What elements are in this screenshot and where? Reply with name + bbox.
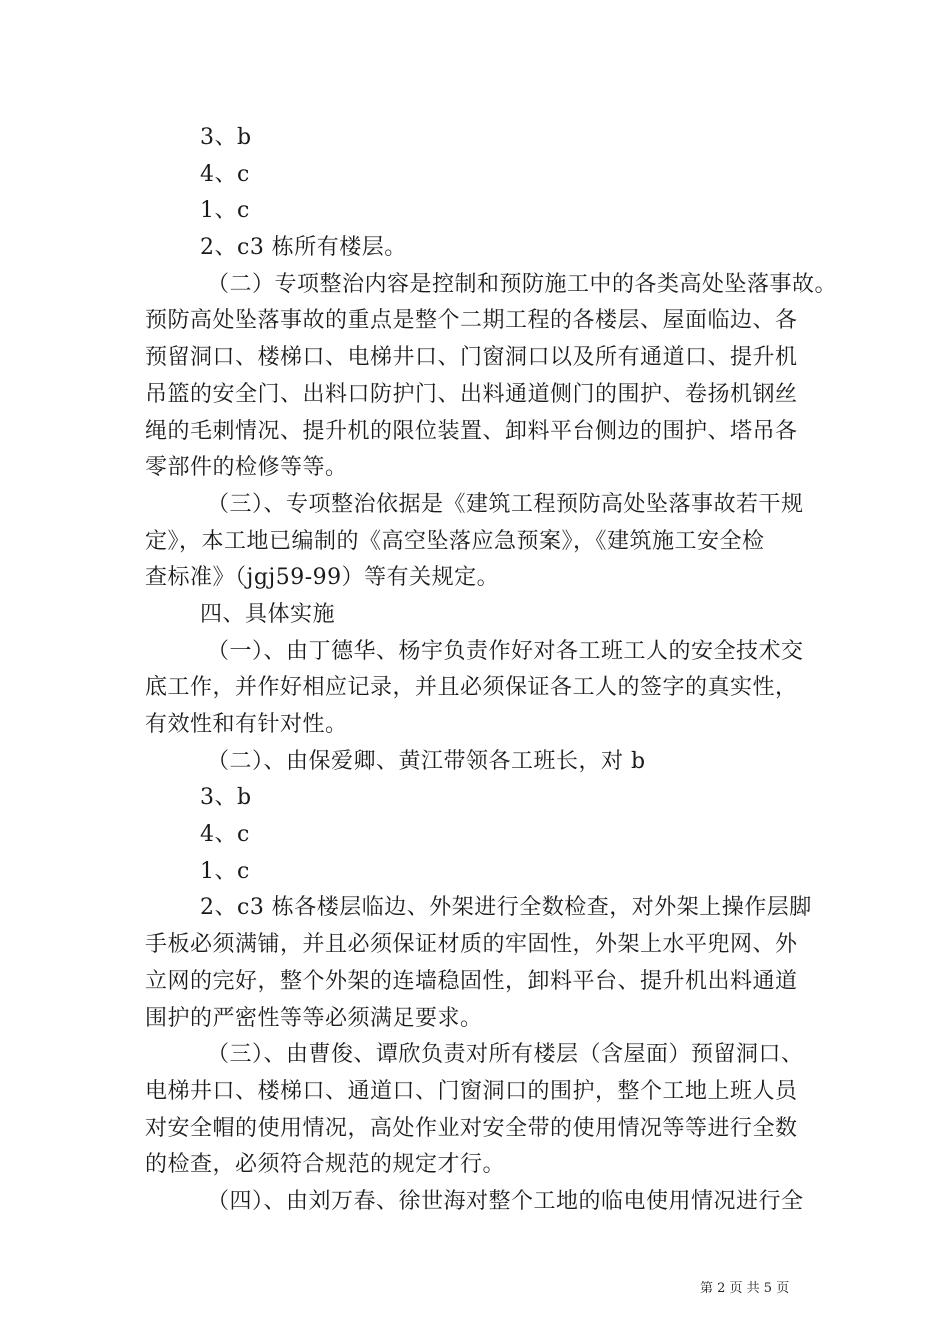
text-line: 对安全帽的使用情况，高处作业对安全带的使用情况等等进行全数 — [145, 1115, 798, 1141]
text-line: 的检查，必须符合规范的规定才行。 — [145, 1152, 506, 1178]
text-line: 3、b — [200, 785, 252, 811]
text-line: （二）专项整治内容是控制和预防施工中的各类高处坠落事故。 — [207, 271, 838, 297]
text-line: 4、c — [200, 161, 250, 187]
text-line: 电梯井口、楼梯口、通道口、门窗洞口的围护，整个工地上班人员 — [145, 1078, 798, 1104]
text-line: 查标准》（jgj59-99）等有关规定。 — [145, 565, 500, 591]
text-line: 4、c — [200, 822, 250, 848]
text-line: 四、具体实施 — [200, 601, 336, 627]
text-line: 零部件的检修等等。 — [145, 455, 348, 481]
page-footer: 第 2 页 共 5 页 — [700, 1281, 790, 1296]
text-line: （三）、由曹俊、谭欣负责对所有楼层（含屋面）预留洞口、 — [207, 1042, 804, 1068]
text-line: 预留洞口、楼梯口、电梯井口、门窗洞口以及所有通道口、提升机 — [145, 345, 798, 371]
text-line: 1、c — [200, 198, 250, 224]
text-line: 围护的严密性等等必须满足要求。 — [145, 1005, 483, 1031]
text-line: （一）、由丁德华、杨宇负责作好对各工班工人的安全技术交 — [207, 638, 804, 664]
text-line: 2、c3 栋所有楼层。 — [200, 235, 407, 261]
text-line: 绳的毛刺情况、提升机的限位装置、卸料平台侧边的围护、塔吊各 — [145, 418, 798, 444]
text-line: 吊篮的安全门、出料口防护门、出料通道侧门的围护、卷扬机钢丝 — [145, 381, 798, 407]
text-line: 底工作，并作好相应记录，并且必须保证各工人的签字的真实性， — [145, 675, 798, 701]
text-line: 定》，本工地已编制的《高空坠落应急预案》，《建筑施工安全检 — [145, 528, 765, 554]
text-line: （四）、由刘万春、徐世海对整个工地的临电使用情况进行全 — [207, 1188, 804, 1214]
text-line: （二）、由保爱卿、黄江带领各工班长，对 b — [207, 748, 646, 774]
text-line: 3、b — [200, 125, 252, 150]
text-line: 2、c3 栋各楼层临边、外架进行全数检查，对外架上操作层脚 — [200, 895, 812, 921]
text-line: 预防高处坠落事故的重点是整个二期工程的各楼层、屋面临边、各 — [145, 308, 798, 334]
text-line: 1、c — [200, 858, 250, 884]
document-body — [145, 120, 838, 1221]
text-line: 手板必须满铺，并且必须保证材质的牢固性，外架上水平兜网、外 — [145, 932, 798, 958]
text-line: （三）、专项整治依据是《建筑工程预防高处坠落事故若干规 — [207, 491, 804, 517]
text-line: 有效性和有针对性。 — [145, 712, 348, 737]
text-line: 立网的完好，整个外架的连墙稳固性，卸料平台、提升机出料通道 — [145, 968, 798, 994]
